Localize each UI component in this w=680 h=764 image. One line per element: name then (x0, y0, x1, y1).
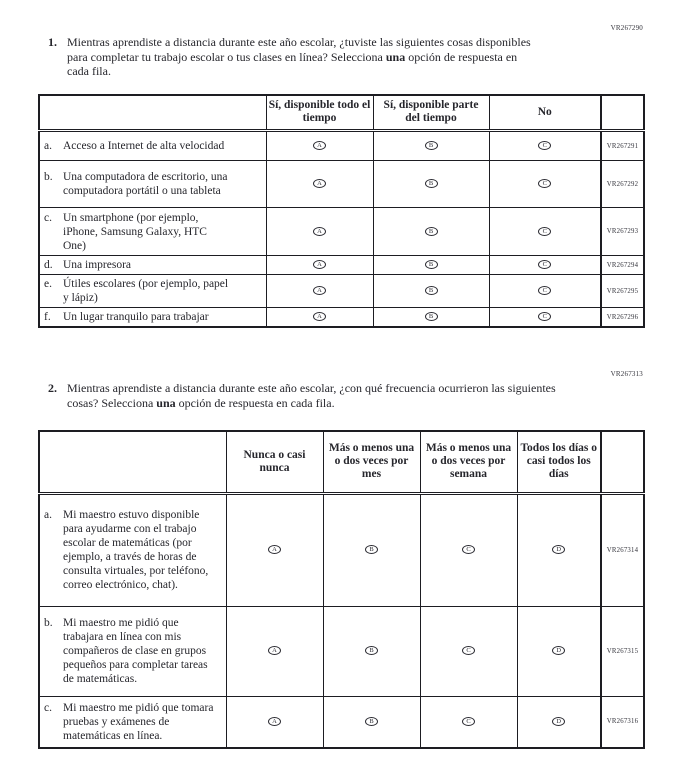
answer-bubble-c[interactable]: C (462, 717, 475, 726)
row-label-cell (39, 696, 226, 748)
answer-bubble-c[interactable]: C (462, 545, 475, 554)
answer-cell-b (373, 208, 489, 256)
answer-bubble-b[interactable]: B (425, 312, 438, 321)
row-label: Mi maestro me pidió que trabajara en línea con mis compañeros de clase en grupos pequeños para completar tareas de matemáticas. (63, 617, 208, 685)
answer-cell-c (489, 308, 601, 328)
answer-cell-b (373, 275, 489, 308)
table-row (39, 696, 644, 748)
row-label: Útiles escolares (por ejemplo, papel y lápiz) (63, 278, 229, 304)
answer-bubble-a[interactable]: A (313, 141, 326, 150)
answer-bubble-c[interactable]: C (538, 141, 551, 150)
row-code: VR267291 (601, 131, 644, 161)
answer-cell-a (266, 275, 373, 308)
row-code: VR267314 (601, 493, 644, 606)
table-row (39, 606, 644, 696)
answer-bubble-c[interactable]: C (538, 227, 551, 236)
row-letter: b. (44, 617, 53, 629)
answer-bubble-b[interactable]: B (425, 227, 438, 236)
answer-cell-a (266, 131, 373, 161)
row-code: VR267316 (601, 696, 644, 748)
row-code: VR267296 (601, 308, 644, 328)
answer-cell-b (373, 256, 489, 275)
question1-bold-word: una (385, 49, 406, 64)
answer-cell-c (420, 606, 517, 696)
row-letter: d. (44, 259, 53, 271)
table1-header-col1: Sí, disponible todo el tiempo (266, 95, 373, 131)
row-label: Mi maestro estuvo disponible para ayudarme con el trabajo escolar de matemáticas (por ejemplo, a través de horas de consulta virtuales, por teléfono, correo electrónico, chat). (63, 509, 209, 591)
question2-response-table (38, 430, 645, 749)
answer-bubble-a[interactable]: A (313, 179, 326, 188)
answer-bubble-c[interactable]: C (538, 179, 551, 188)
table1-header-empty (39, 95, 266, 131)
row-label: Acceso a Internet de alta velocidad (63, 140, 225, 152)
table1-header-row (39, 95, 644, 131)
table-row (39, 275, 644, 308)
answer-cell-b (323, 696, 420, 748)
answer-cell-d (517, 493, 601, 606)
row-letter: a. (44, 140, 52, 152)
answer-bubble-c[interactable]: C (538, 260, 551, 269)
question2-text-after: opción de respuesta en cada fila. (175, 395, 335, 410)
answer-cell-c (489, 256, 601, 275)
table1-header-col3: No (489, 95, 601, 131)
answer-bubble-b[interactable]: B (425, 179, 438, 188)
question1-text-before: Mientras aprendiste a distancia durante este año escolar, ¿tuviste las siguientes cosas disponibles para completar tu trabajo escolar o tus clases en línea? Selecciona (67, 35, 531, 64)
answer-bubble-b[interactable]: B (425, 260, 438, 269)
table-row (39, 256, 644, 275)
question1-code: VR267290 (610, 24, 643, 32)
row-label-cell (39, 131, 266, 161)
question1-number: 1. (48, 35, 57, 49)
answer-bubble-b[interactable]: B (365, 717, 378, 726)
row-letter: b. (44, 171, 53, 183)
answer-cell-b (323, 606, 420, 696)
table1-header-col2: Sí, disponible parte del tiempo (373, 95, 489, 131)
answer-bubble-a[interactable]: A (313, 260, 326, 269)
answer-bubble-b[interactable]: B (365, 545, 378, 554)
answer-cell-a (226, 606, 323, 696)
answer-cell-b (373, 308, 489, 328)
answer-bubble-a[interactable]: A (313, 227, 326, 236)
answer-bubble-d[interactable]: D (552, 717, 565, 726)
row-label-cell (39, 308, 266, 328)
row-code: VR267292 (601, 161, 644, 208)
table2-header-empty (39, 431, 226, 493)
row-label-cell (39, 606, 226, 696)
answer-cell-c (489, 208, 601, 256)
row-label: Mi maestro me pidió que tomara pruebas y exámenes de matemáticas en línea. (63, 701, 214, 742)
row-letter: e. (44, 278, 52, 290)
answer-bubble-a[interactable]: A (313, 286, 326, 295)
table-row (39, 493, 644, 606)
answer-bubble-b[interactable]: B (365, 646, 378, 655)
answer-cell-b (323, 493, 420, 606)
answer-bubble-c[interactable]: C (538, 286, 551, 295)
row-code: VR267294 (601, 256, 644, 275)
answer-cell-d (517, 606, 601, 696)
answer-cell-c (489, 161, 601, 208)
answer-bubble-a[interactable]: A (313, 312, 326, 321)
row-letter: c. (44, 701, 52, 714)
row-label: Un smartphone (por ejemplo, iPhone, Samsung Galaxy, HTC One) (63, 211, 207, 252)
table2-header-col4: Todos los días o casi todos los días (517, 431, 601, 493)
table2-header-col3: Más o menos una o dos veces por semana (420, 431, 517, 493)
question2-text-before: Mientras aprendiste a distancia durante este año escolar, ¿con qué frecuencia ocurrieron las siguientes cosas? Selecciona (67, 381, 556, 410)
row-label-cell (39, 161, 266, 208)
section-gap (38, 328, 643, 370)
question1-text-after: opción de respuesta en cada fila. (67, 49, 518, 78)
table2-header-col1: Nunca o casi nunca (226, 431, 323, 493)
table-row (39, 131, 644, 161)
row-letter: f. (44, 311, 51, 323)
answer-bubble-b[interactable]: B (425, 141, 438, 150)
answer-cell-a (226, 493, 323, 606)
answer-bubble-d[interactable]: D (552, 545, 565, 554)
row-label-cell (39, 208, 266, 256)
row-label-cell (39, 275, 266, 308)
answer-bubble-c[interactable]: C (462, 646, 475, 655)
row-code: VR267315 (601, 606, 644, 696)
question1 (48, 35, 643, 79)
table2-header-col2: Más o menos una o dos veces por mes (323, 431, 420, 493)
row-label-cell (39, 493, 226, 606)
answer-bubble-d[interactable]: D (552, 646, 565, 655)
row-label: Una computadora de escritorio, una computadora portátil o una tableta (63, 171, 228, 197)
answer-cell-b (373, 161, 489, 208)
table-row (39, 161, 644, 208)
answer-cell-c (420, 696, 517, 748)
row-label: Una impresora (63, 259, 132, 271)
answer-bubble-a[interactable]: A (268, 646, 281, 655)
answer-bubble-b[interactable]: B (425, 286, 438, 295)
table-row (39, 308, 644, 328)
table-row (39, 208, 644, 256)
answer-bubble-a[interactable]: A (268, 717, 281, 726)
question2-bold-word: una (156, 395, 176, 410)
answer-cell-a (266, 256, 373, 275)
answer-cell-a (226, 696, 323, 748)
row-letter: a. (44, 509, 52, 521)
answer-cell-a (266, 161, 373, 208)
question1-response-table (38, 94, 645, 329)
answer-bubble-a[interactable]: A (268, 545, 281, 554)
answer-cell-c (489, 131, 601, 161)
row-label-cell (39, 256, 266, 275)
question2 (48, 381, 643, 410)
row-letter: c. (44, 211, 52, 224)
question2-text (67, 381, 567, 410)
answer-cell-a (266, 308, 373, 328)
table1-header-code (601, 95, 644, 131)
answer-cell-c (420, 493, 517, 606)
answer-cell-a (266, 208, 373, 256)
answer-bubble-c[interactable]: C (538, 312, 551, 321)
answer-cell-d (517, 696, 601, 748)
answer-cell-c (489, 275, 601, 308)
question1-text (67, 35, 537, 79)
question2-code: VR267313 (610, 370, 643, 378)
question2-number: 2. (48, 381, 57, 395)
table2-header-row (39, 431, 644, 493)
row-code: VR267295 (601, 275, 644, 308)
row-label: Un lugar tranquilo para trabajar (63, 311, 209, 323)
answer-cell-b (373, 131, 489, 161)
row-code: VR267293 (601, 208, 644, 256)
table2-header-code (601, 431, 644, 493)
